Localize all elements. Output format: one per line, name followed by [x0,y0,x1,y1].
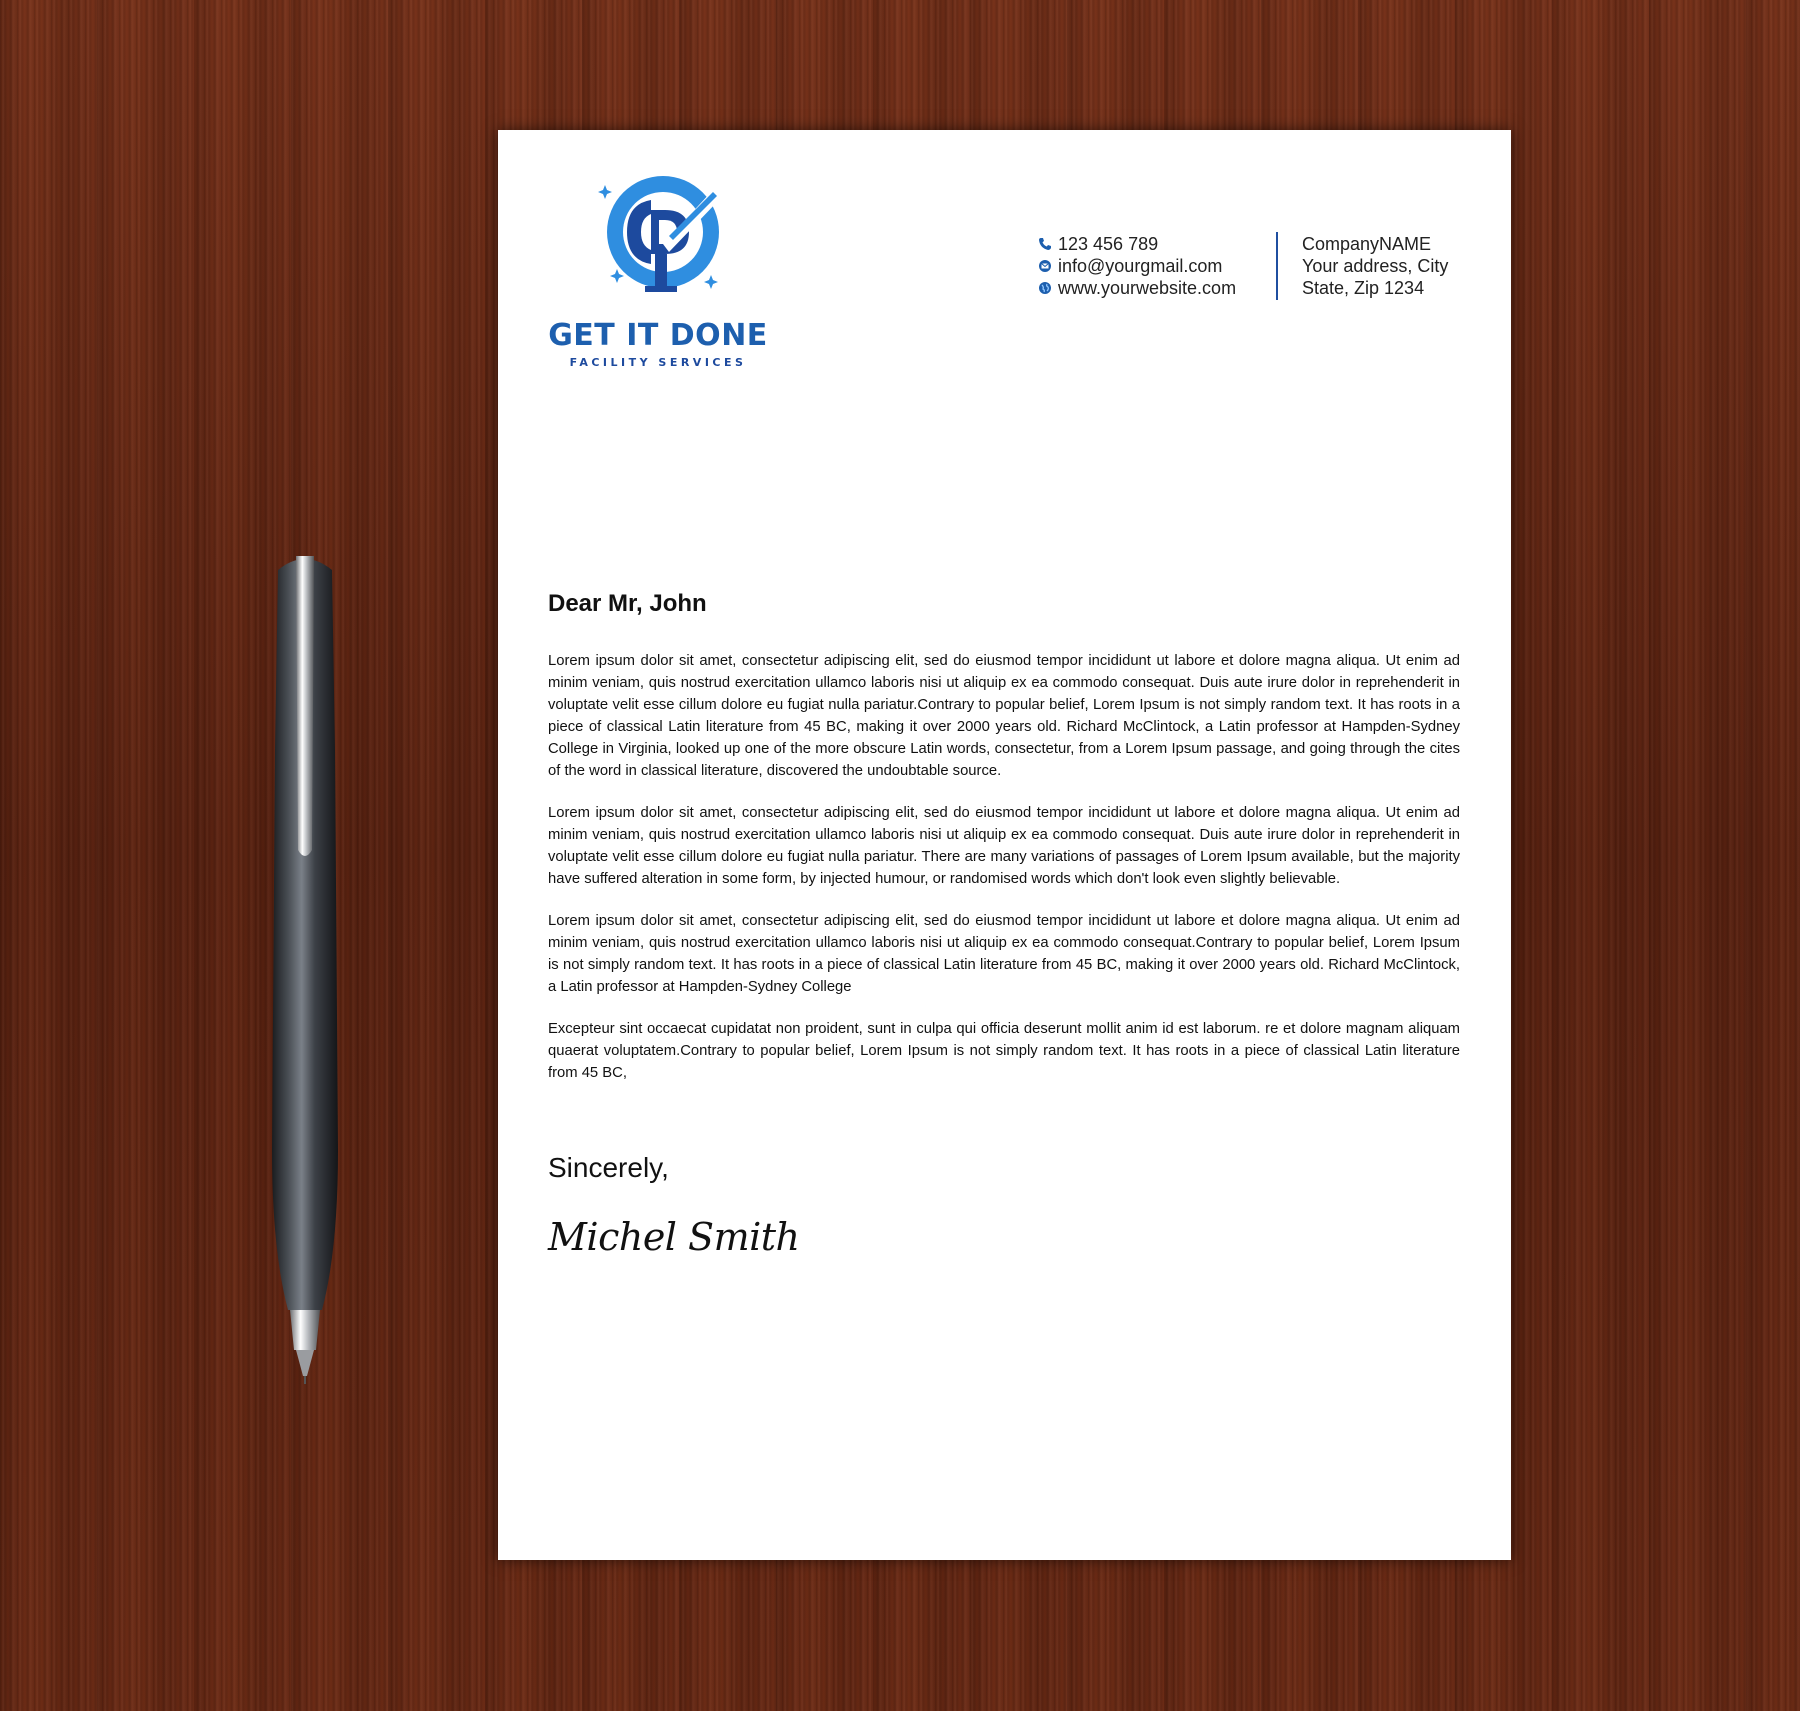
letter-closing: Sincerely, [548,1152,669,1183]
letterhead-paper [498,130,1511,1560]
contact-email: info@yourgmail.com [1038,255,1236,277]
letter-paragraph: Lorem ipsum dolor sit amet, consectetur adipiscing elit, sed do eiusmod tempor incididunt ut labore et dolore magna aliqua. Ut enim ad minim veniam, quis nostrud exercitation ullamco laboris nisi ut aliquip ex ea commodo consequat. Duis aute irure dolor in reprehenderit in voluptate velit esse cillum dolore eu fugiat nulla pariatur. There are many variations of passages of Lorem Ipsum available, but the majority have suffered alteration in some form, by injected humour, or randomised words which don't look even slightly believable. [548,805,1460,887]
brand-name: GET IT DONE [548,318,768,353]
address-line-2: State, Zip 1234 [1302,278,1425,298]
address-line-1: Your address, City [1302,256,1449,276]
email-icon [1038,259,1058,273]
address-block [1302,233,1448,299]
contact-block [1038,233,1236,299]
signature: Michel Smith [548,1215,800,1259]
letter-body [548,650,1460,1104]
contact-phone: 123 456 789 [1038,233,1236,255]
contact-website: www.yourwebsite.com [1038,277,1236,299]
gd-monogram-icon [593,170,733,310]
company-name: CompanyNAME [1302,234,1432,254]
company-logo [548,170,768,370]
brand-tagline: FACILITY SERVICES [569,356,747,369]
ballpoint-pen-icon [260,550,350,1395]
letter-paragraph: Lorem ipsum dolor sit amet, consectetur adipiscing elit, sed do eiusmod tempor incididunt ut labore et dolore magna aliqua. Ut enim ad minim veniam, quis nostrud exercitation ullamco laboris nisi ut aliquip ex ea commodo consequat. Duis aute irure dolor in reprehenderit in voluptate velit esse cillum dolore eu fugiat nulla pariatur.Contrary to popular belief, Lorem Ipsum is not simply random text. It has roots in a piece of classical Latin literature from 45 BC, making it over 2000 years old. Richard McClintock, a Latin professor at Hampden-Sydney College in Virginia, looked up one of the more obscure Latin words, consectetur, from a Lorem Ipsum passage, and going through the cites of the word in classical literature, discovered the undoubtable source. [548,653,1460,779]
header-divider [1276,232,1278,300]
phone-icon [1038,237,1058,251]
globe-icon [1038,281,1058,295]
letter-paragraph: Lorem ipsum dolor sit amet, consectetur adipiscing elit, sed do eiusmod tempor incididunt ut labore et dolore magna aliqua. Ut enim ad minim veniam, quis nostrud exercitation ullamco laboris nisi ut aliquip ex ea commodo consequat.Contrary to popular belief, Lorem Ipsum is not simply random text. It has roots in a piece of classical Latin literature from 45 BC, making it over 2000 years old. Richard McClintock, a Latin professor at Hampden-Sydney College [548,913,1460,995]
letter-paragraph: Excepteur sint occaecat cupidatat non proident, sunt in culpa qui officia deserunt mollit anim id est laborum. re et dolore magnam aliquam quaerat voluptatem.Contrary to popular belief, Lorem Ipsum is not simply random text. It has roots in a piece of classical Latin literature from 45 BC, [548,1021,1460,1081]
letter-greeting: Dear Mr, John [548,590,707,617]
